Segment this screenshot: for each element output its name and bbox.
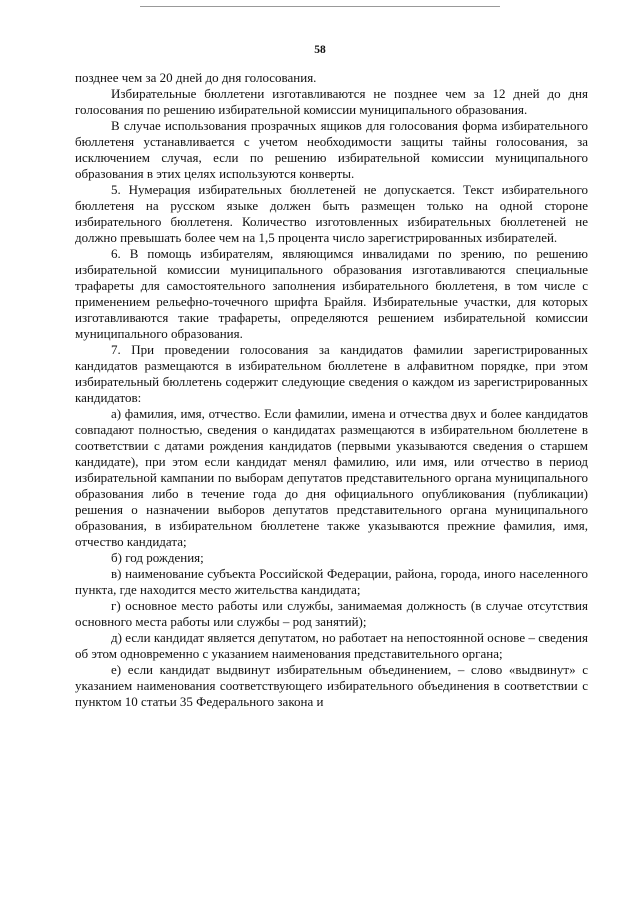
document-body xyxy=(75,70,588,710)
paragraph-ballot-production: Избирательные бюллетени изготавливаются не позднее чем за 12 дней до дня голосования по решению избирательной комиссии муниципального образования. xyxy=(75,86,588,117)
paragraph-subitem-d: д) если кандидат является депутатом, но работает на непостоянной основе – сведения об этом одновременно с указанием наименования представительного органа; xyxy=(75,630,588,661)
page-number: 58 xyxy=(314,44,326,56)
paragraph-item-7: 7. При проведении голосования за кандидатов фамилии зарегистрированных кандидатов размещаются в избирательном бюллетене в алфавитном порядке, при этом избирательный бюллетень содержит следующие сведения о каждом из зарегистрированных кандидатов: xyxy=(75,342,588,405)
paragraph-subitem-e: е) если кандидат выдвинут избирательным объединением, – слово «выдвинут» с указанием наименования соответствующего избирательного объединения в соответствии с пунктом 10 статьи 35 Федерального закона и xyxy=(75,662,588,709)
paragraph-subitem-v: в) наименование субъекта Российской Федерации, района, города, иного населенного пункта, где находится место жительства кандидата; xyxy=(75,566,588,597)
paragraph-subitem-b: б) год рождения; xyxy=(111,550,204,565)
paragraph-continuation: позднее чем за 20 дней до дня голосования. xyxy=(75,70,317,85)
paragraph-transparent-boxes: В случае использования прозрачных ящиков для голосования форма избирательного бюллетеня устанавливается с учетом необходимости защиты тайны голосования, за исключением случая, если по решению избирательной комиссии муниципального образования в этих целях используются конверты. xyxy=(75,118,588,181)
paragraph-subitem-a: а) фамилия, имя, отчество. Если фамилии, имена и отчества двух и более кандидатов совпадают полностью, сведения о кандидатах размещаются в избирательном бюллетене в соответствии с датами рождения кандидатов (первыми указываются сведения о старшем кандидате), при этом если кандидат менял фамилию, или имя, или отчество в период избирательной кампании по выборам депутатов представительного органа муниципального образования либо в течение года до дня официального опубликования (публикации) решения о назначении выборов депутатов представительного органа муниципального образования, в избирательном бюллетене также указываются прежние фамилия, имя, отчество кандидата; xyxy=(75,406,588,549)
paragraph-subitem-g: г) основное место работы или службы, занимаемая должность (в случае отсутствия основного места работы или службы – род занятий); xyxy=(75,598,588,629)
paragraph-item-6: 6. В помощь избирателям, являющимся инвалидами по зрению, по решению избирательной комиссии муниципального образования изготавливаются специальные трафареты для самостоятельного заполнения избирательного бюллетеня, в том числе с применением рельефно-точечного шрифта Брайля. Избирательные участки, для которых изготавливаются такие трафареты, определяются решением избирательной комиссии муниципального образования. xyxy=(75,246,588,341)
paragraph-item-5: 5. Нумерация избирательных бюллетеней не допускается. Текст избирательного бюллетеня на русском языке должен быть размещен только на одной стороне избирательного бюллетеня. Количество изготовленных избирательных бюллетеней не должно превышать более чем на 1,5 процента число зарегистрированных избирателей. xyxy=(75,182,588,245)
page-top-rule xyxy=(140,6,500,7)
